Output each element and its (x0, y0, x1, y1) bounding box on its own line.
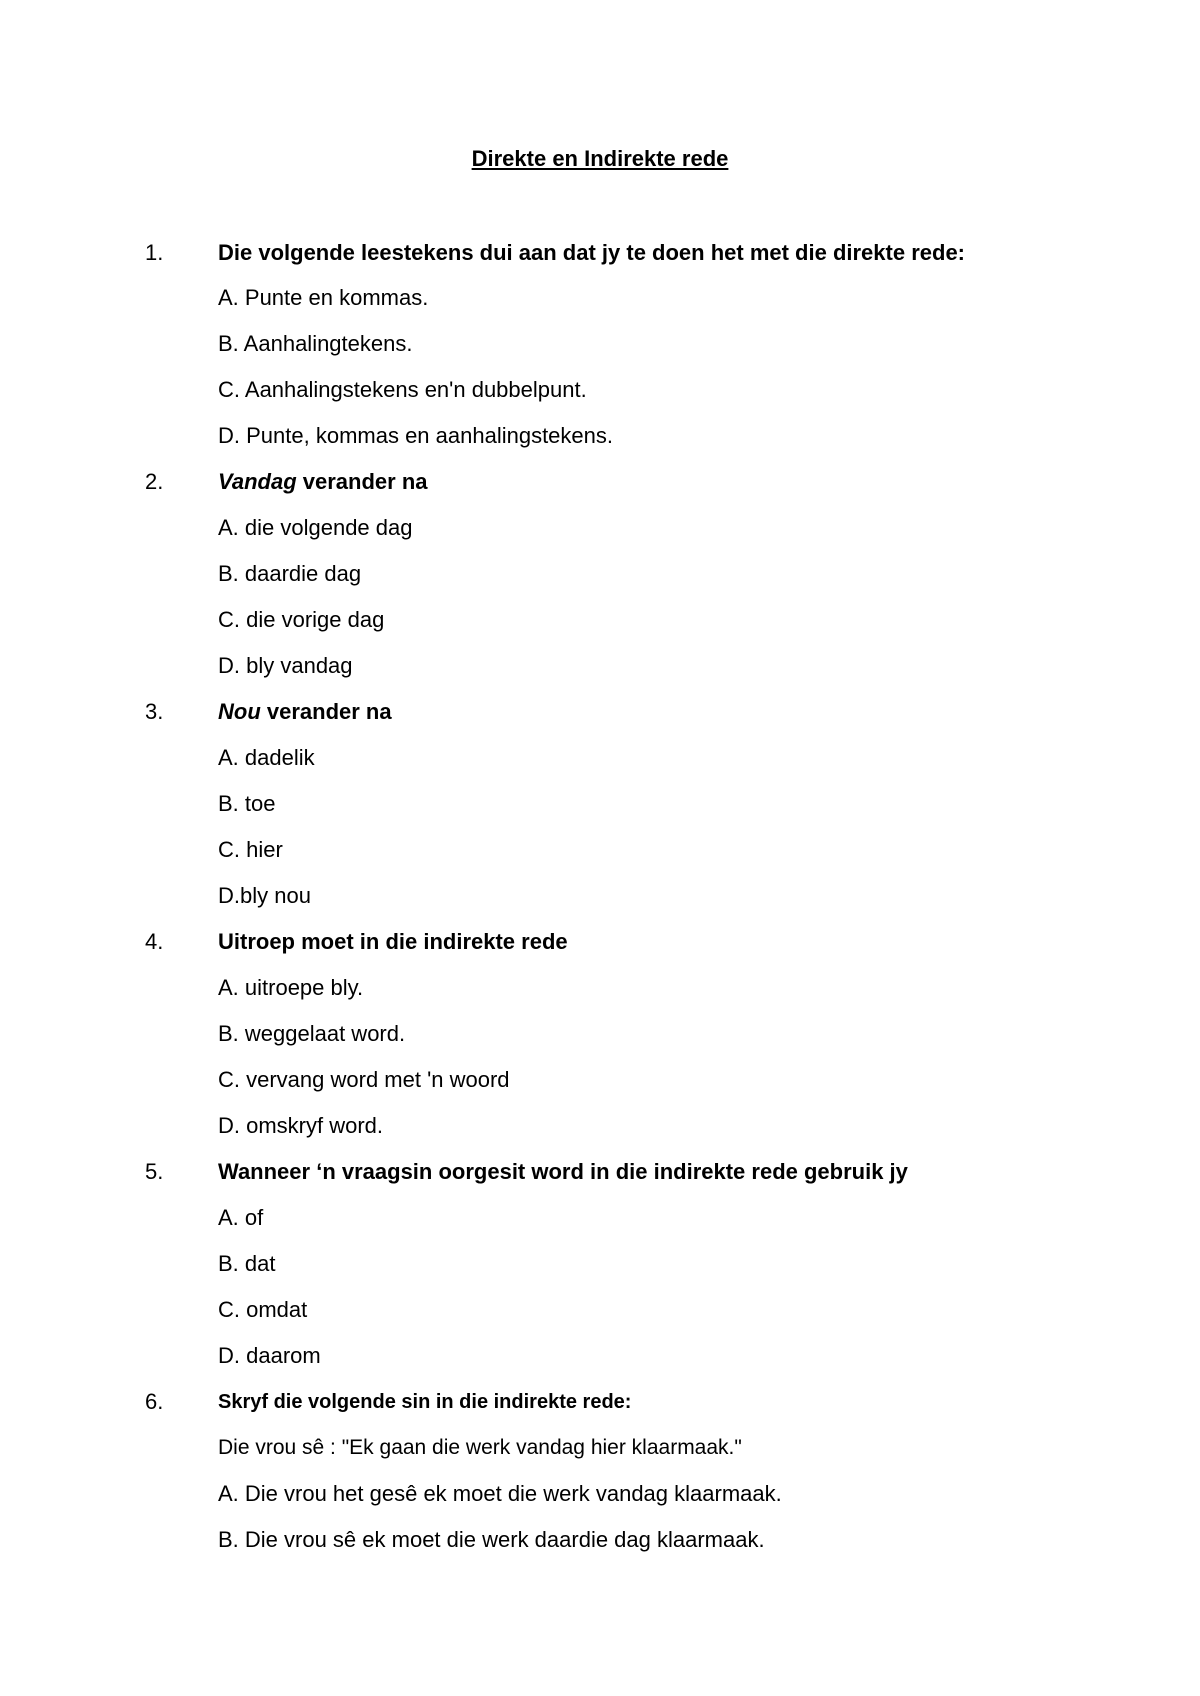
option-5d (0, 1341, 1200, 1371)
option-text: B. toe (218, 791, 276, 816)
option-text: C. die vorige dag (218, 607, 385, 632)
question-number: 1. (145, 240, 164, 265)
option-4c (0, 1065, 1200, 1095)
option-5b (0, 1249, 1200, 1279)
question-rest: verander na (260, 699, 392, 724)
question-prompt: Die volgende leestekens dui aan dat jy te doen het met die direkte rede: (218, 240, 966, 265)
question-number: 2. (145, 469, 164, 494)
option-2d (0, 651, 1200, 681)
option-4d (0, 1111, 1200, 1141)
option-1a (0, 283, 1200, 313)
question-prompt: Wanneer ‘n vraagsin oorgesit word in die indirekte rede gebruik jy (218, 1159, 908, 1184)
question-prompt (218, 467, 428, 497)
quote-text: Die vrou sê : "Ek gaan die werk vandag hier klaarmaak." (218, 1436, 742, 1459)
question-number: 4. (145, 929, 164, 954)
option-4b (0, 1019, 1200, 1049)
option-text: D. omskryf word. (218, 1113, 384, 1138)
option-text: B. dat (218, 1251, 276, 1276)
question-number: 5. (145, 1159, 164, 1184)
question-emphasis: Vandag (218, 469, 297, 494)
option-text: B. Die vrou sê ek moet die werk daardie dag klaarmaak. (218, 1527, 765, 1552)
option-text: B. Aanhalingtekens. (218, 331, 413, 356)
option-text: D. Punte, kommas en aanhalingstekens. (218, 423, 614, 448)
question-6-quote (0, 1433, 1200, 1463)
option-1b (0, 329, 1200, 359)
question-number: 6. (145, 1389, 164, 1414)
option-text: B. daardie dag (218, 561, 362, 586)
option-3b (0, 789, 1200, 819)
option-2c (0, 605, 1200, 635)
question-prompt: Skryf die volgende sin in die indirekte rede: (218, 1391, 632, 1413)
question-1 (0, 238, 1200, 268)
question-3 (0, 697, 1200, 727)
option-3d (0, 881, 1200, 911)
question-2 (0, 467, 1200, 497)
question-5 (0, 1157, 1200, 1187)
option-2a (0, 513, 1200, 543)
option-1d (0, 421, 1200, 451)
page-title: Direkte en Indirekte rede (471, 146, 729, 171)
question-number: 3. (145, 699, 164, 724)
option-text: C. hier (218, 837, 283, 862)
option-6b (0, 1525, 1200, 1555)
question-4 (0, 927, 1200, 957)
question-prompt: Uitroep moet in die indirekte rede (218, 929, 568, 954)
question-rest: verander na (296, 469, 428, 494)
question-prompt (218, 697, 392, 727)
option-3a (0, 743, 1200, 773)
option-text: A. uitroepe bly. (218, 975, 364, 1000)
question-6 (0, 1387, 1200, 1417)
option-text: A. die volgende dag (218, 515, 413, 540)
option-text: C. vervang word met 'n woord (218, 1067, 510, 1092)
option-text: D. daarom (218, 1343, 321, 1368)
option-5c (0, 1295, 1200, 1325)
option-text: D.bly nou (218, 883, 311, 908)
option-4a (0, 973, 1200, 1003)
option-3c (0, 835, 1200, 865)
option-text: A. Die vrou het gesê ek moet die werk vandag klaarmaak. (218, 1481, 782, 1506)
option-1c (0, 375, 1200, 405)
option-6a (0, 1479, 1200, 1509)
option-text: C. omdat (218, 1297, 308, 1322)
option-text: A. Punte en kommas. (218, 285, 429, 310)
option-text: B. weggelaat word. (218, 1021, 406, 1046)
option-5a (0, 1203, 1200, 1233)
question-emphasis: Nou (218, 699, 261, 724)
option-text: C. Aanhalingstekens en'n dubbelpunt. (218, 377, 587, 402)
option-text: A. of (218, 1205, 264, 1230)
option-2b (0, 559, 1200, 589)
option-text: A. dadelik (218, 745, 315, 770)
option-text: D. bly vandag (218, 653, 353, 678)
